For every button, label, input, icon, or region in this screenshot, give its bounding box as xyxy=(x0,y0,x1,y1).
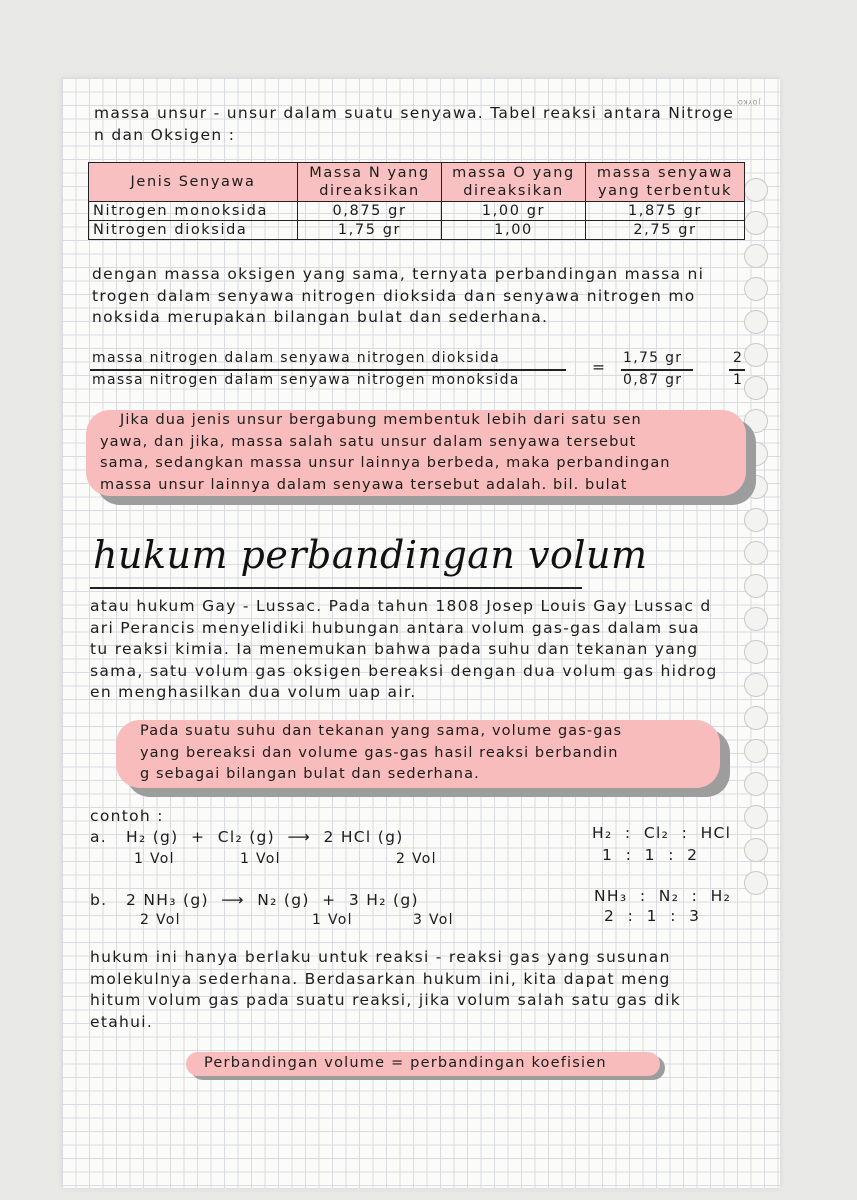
text-line: ari Perancis menyelidiki hubungan antara volum gas-gas dalam sua xyxy=(90,618,700,637)
paragraph xyxy=(90,947,681,1033)
binder-hole xyxy=(744,871,768,895)
text-line: massa unsur - unsur dalam suatu senyawa. Tabel reaksi antara Nitroge xyxy=(94,104,735,122)
example-b-volume: 2 Vol xyxy=(140,912,181,928)
text-line: g sebagai bilangan bulat dan sederhana. xyxy=(140,766,480,782)
binder-hole xyxy=(744,409,768,433)
binder-hole xyxy=(744,640,768,664)
binder-hole xyxy=(744,739,768,763)
table-cell: Nitrogen monoksida xyxy=(89,202,298,221)
text-line: molekulnya sederhana. Berdasarkan hukum ini, kita dapat meng xyxy=(90,969,671,988)
text-line: etahui. xyxy=(90,1012,154,1031)
equals-sign: = xyxy=(592,358,607,376)
table-cell: 0,875 gr xyxy=(298,202,442,221)
text-line: hitum volum gas pada suatu reaksi, jika volum salah satu gas dik xyxy=(90,991,682,1009)
text-line: sama, sedangkan massa unsur lainnya berbeda, maka perbandingan xyxy=(100,455,671,471)
paragraph xyxy=(92,264,704,329)
binder-hole xyxy=(744,310,768,334)
binder-hole xyxy=(744,574,768,598)
title-underline xyxy=(90,587,582,589)
example-b-label: b. xyxy=(90,891,108,909)
ratio-denominator: massa nitrogen dalam senyawa nitrogen monoksida xyxy=(92,372,520,388)
table-header-row xyxy=(89,163,745,202)
text-line: noksida merupakan bilangan bulat dan sederhana. xyxy=(92,308,549,326)
example-a-ratio-species: H₂ : Cl₂ : HCl xyxy=(592,824,732,842)
binder-hole xyxy=(744,211,768,235)
ratio-numerator: massa nitrogen dalam senyawa nitrogen dioksida xyxy=(92,350,501,366)
table-cell: 2,75 gr xyxy=(586,221,745,240)
text-line: tu reaksi kimia. Ia menemukan bahwa pada suhu dan tekanan yang xyxy=(90,640,699,658)
binder-hole xyxy=(744,244,768,268)
example-b-equation: 2 NH₃ (g) ⟶ N₂ (g) + 3 H₂ (g) xyxy=(126,891,419,909)
binder-hole xyxy=(744,475,768,499)
example-a-equation: H₂ (g) + Cl₂ (g) ⟶ 2 HCl (g) xyxy=(126,828,404,846)
law-statement xyxy=(140,721,622,786)
binder-hole xyxy=(744,343,768,367)
example-b-ratio-values: 2 : 1 : 3 xyxy=(604,907,701,925)
text-line: yang bereaksi dan volume gas-gas hasil reaksi berbandin xyxy=(140,744,619,761)
binder-hole xyxy=(744,838,768,862)
formula: Perbandingan volume = perbandingan koefisien xyxy=(204,1055,607,1071)
text-line: atau hukum Gay - Lussac. Pada tahun 1808 Josep Louis Gay Lussac d xyxy=(90,597,712,615)
binder-hole xyxy=(744,805,768,829)
text-line: sama, satu volum gas oksigen bereaksi dengan dua volum gas hidrog xyxy=(90,661,718,680)
binder-hole xyxy=(744,376,768,400)
binder-hole xyxy=(744,508,768,532)
binder-hole xyxy=(744,277,768,301)
example-a-volume: 1 Vol xyxy=(240,851,281,867)
table-header: massa O yang direaksikan xyxy=(442,163,586,202)
text-line: Pada suatu suhu dan tekanan yang sama, volume gas-gas xyxy=(140,723,623,739)
text-line: trogen dalam senyawa nitrogen dioksida dan senyawa nitrogen mo xyxy=(92,286,696,305)
text-line: n dan Oksigen : xyxy=(94,125,236,144)
ratio-den-simple: 1 xyxy=(733,372,744,388)
example-a-ratio-values: 1 : 1 : 2 xyxy=(602,846,699,864)
section-paragraph xyxy=(90,596,718,704)
example-b-volume: 3 Vol xyxy=(413,912,454,928)
law-statement xyxy=(100,410,671,496)
table-cell: 1,00 xyxy=(442,221,586,240)
binder-hole xyxy=(744,706,768,730)
ratio-den-value: 0,87 gr xyxy=(623,372,683,388)
ratio-num-value: 1,75 gr xyxy=(623,350,683,366)
reaction-table xyxy=(88,162,745,240)
text-line: hukum ini hanya berlaku untuk reaksi - reaksi gas yang susunan xyxy=(90,948,671,966)
binder-hole xyxy=(744,673,768,697)
binder-holes xyxy=(744,178,770,904)
binder-hole xyxy=(744,607,768,631)
table-cell: 1,00 gr xyxy=(442,202,586,221)
example-a-volume: 2 Vol xyxy=(396,851,437,867)
binder-hole xyxy=(744,541,768,565)
text-line: yawa, dan jika, massa salah satu unsur dalam senyawa tersebut xyxy=(100,433,637,450)
binder-hole xyxy=(744,178,768,202)
table-header: Massa N yang direaksikan xyxy=(298,163,442,202)
binder-hole xyxy=(744,442,768,466)
example-a-label: a. xyxy=(90,828,108,846)
table-header: massa senyawa yang terbentuk xyxy=(586,163,745,202)
examples-heading: contoh : xyxy=(90,807,164,825)
table-header: Jenis Senyawa xyxy=(89,163,298,202)
table-cell: 1,75 gr xyxy=(298,221,442,240)
example-b-ratio-species: NH₃ : N₂ : H₂ xyxy=(594,887,732,905)
brand-mark: JOYKO xyxy=(736,98,760,105)
table-row xyxy=(89,221,745,240)
text-line: dengan massa oksigen yang sama, ternyata perbandingan massa ni xyxy=(92,265,705,283)
intro-paragraph xyxy=(94,103,734,146)
text-line: en menghasilkan dua volum uap air. xyxy=(90,683,417,701)
table-cell: Nitrogen dioksida xyxy=(89,221,298,240)
table-cell: 1,875 gr xyxy=(586,202,745,221)
text-line: Jika dua jenis unsur bergabung membentuk lebih dari satu sen xyxy=(120,412,642,428)
ratio-num-simple: 2 xyxy=(733,350,744,366)
text-line: massa unsur lainnya dalam senyawa tersebut adalah. bil. bulat xyxy=(100,476,628,493)
example-a-volume: 1 Vol xyxy=(134,851,175,867)
table-row xyxy=(89,202,745,221)
example-b-volume: 1 Vol xyxy=(312,912,353,928)
section-title: hukum perbandingan volum xyxy=(93,533,648,577)
binder-hole xyxy=(744,772,768,796)
